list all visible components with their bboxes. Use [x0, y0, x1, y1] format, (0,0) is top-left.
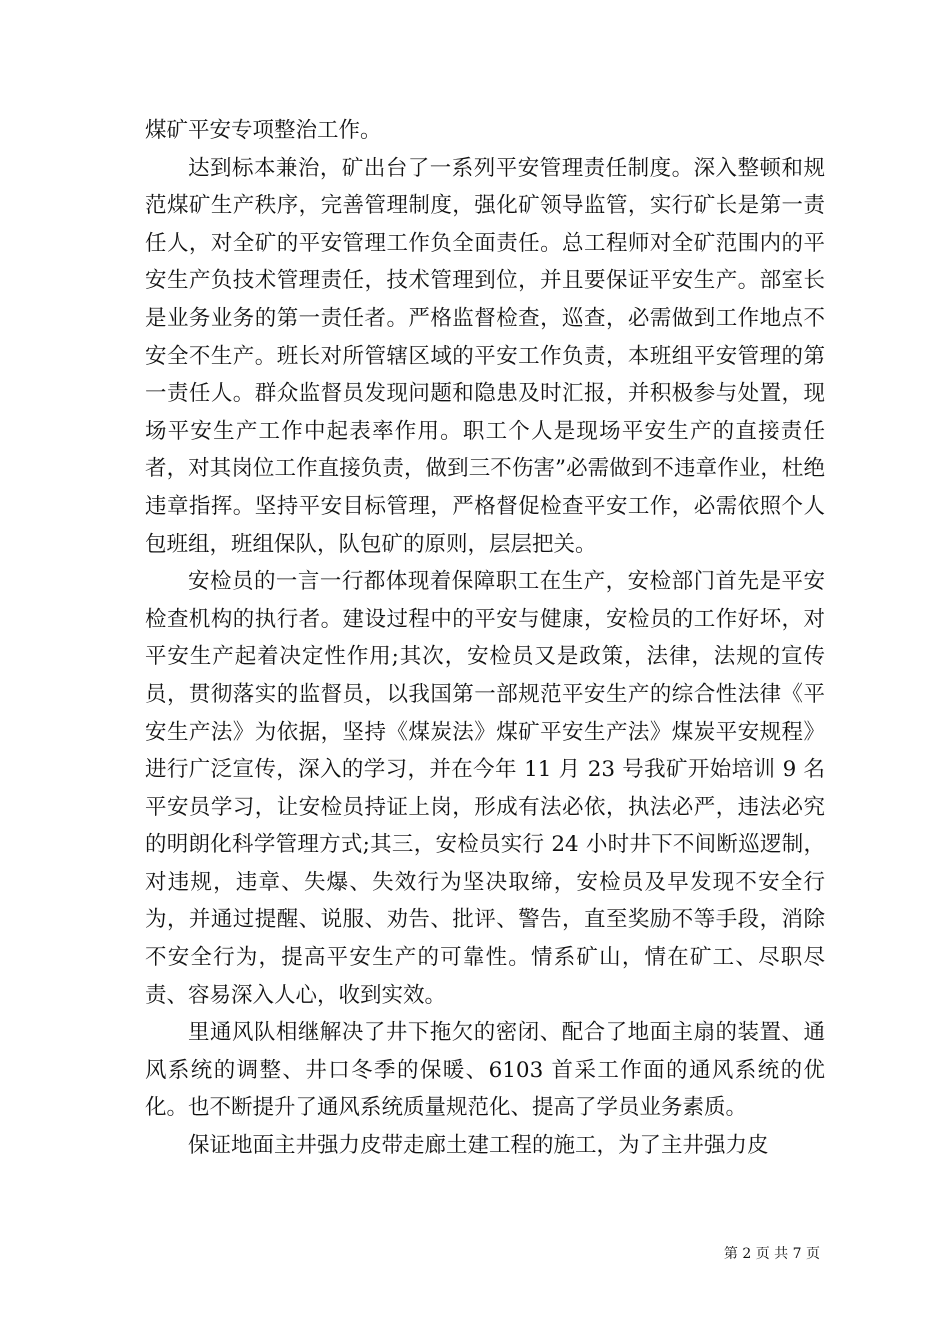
- document-page: [145, 112, 825, 1165]
- page-number-footer: 第 2 页 共 7 页: [723, 1246, 820, 1262]
- paragraph-safety-inspectors: 安检员的一言一行都体现着保障职工在生产，安检部门首先是平安检查机构的执行者。建设过程中的平安与健康，安检员的工作好坏，对平安生产起着决定性作用;其次，安检员又是政策，法律，法规的宣传员，贯彻落实的监督员，以我国第一部规范平安生产的综合性法律《平安生产法》为依据，坚持《煤炭法》煤矿平安生产法》煤炭平安规程》进行广泛宣传，深入的学习，并在今年 11 月 23 号我矿开始培训 9 名平安员学习，让安检员持证上岗，形成有法必依，执法必严，违法必究的明朗化科学管理方式;其三，安检员实行 24 小时井下不间断巡逻制，对违规，违章、失爆、失效行为坚决取缔，安检员及早发现不安全行为，并通过提醒、说服、劝告、批评、警告，直至奖励不等手段，消除不安全行为，提高平安生产的可靠性。情系矿山，情在矿工、尽职尽责、容易深入人心，收到实效。: [145, 569, 825, 1008]
- paragraph-responsibility-system: 达到标本兼治，矿出台了一系列平安管理责任制度。深入整顿和规范煤矿生产秩序，完善管理制度，强化矿领导监管，实行矿长是第一责任人，对全矿的平安管理工作负全面责任。总工程师对全矿范围内的平安生产负技术管理责任，技术管理到位，并且要保证平安生产。部室长是业务业务的第一责任者。严格监督检查，巡查，必需做到工作地点不安全不生产。班长对所管辖区域的平安工作负责，本班组平安管理的第一责任人。群众监督员发现问题和隐患及时汇报，并积极参与处置，现场平安生产工作中起表率作用。职工个人是现场平安生产的直接责任者，对其岗位工作直接负责，做到三不伤害”必需做到不违章作业，杜绝违章指挥。坚持平安目标管理，严格督促检查平安工作，必需依照个人包班组，班组保队，队包矿的原则，层层把关。: [145, 155, 825, 557]
- paragraph-continued: 煤矿平安专项整治工作。: [145, 118, 382, 143]
- paragraph-belt-corridor: 保证地面主井强力皮带走廊土建工程的施工，为了主井强力皮: [188, 1133, 769, 1159]
- paragraph-ventilation-team: 里通风队相继解决了井下拖欠的密闭、配合了地面主扇的装置、通风系统的调整、井口冬季的保暖、6103 首采工作面的通风系统的优化。也不断提升了通风系统质量规范化、提高了学员业务素质。: [145, 1020, 825, 1121]
